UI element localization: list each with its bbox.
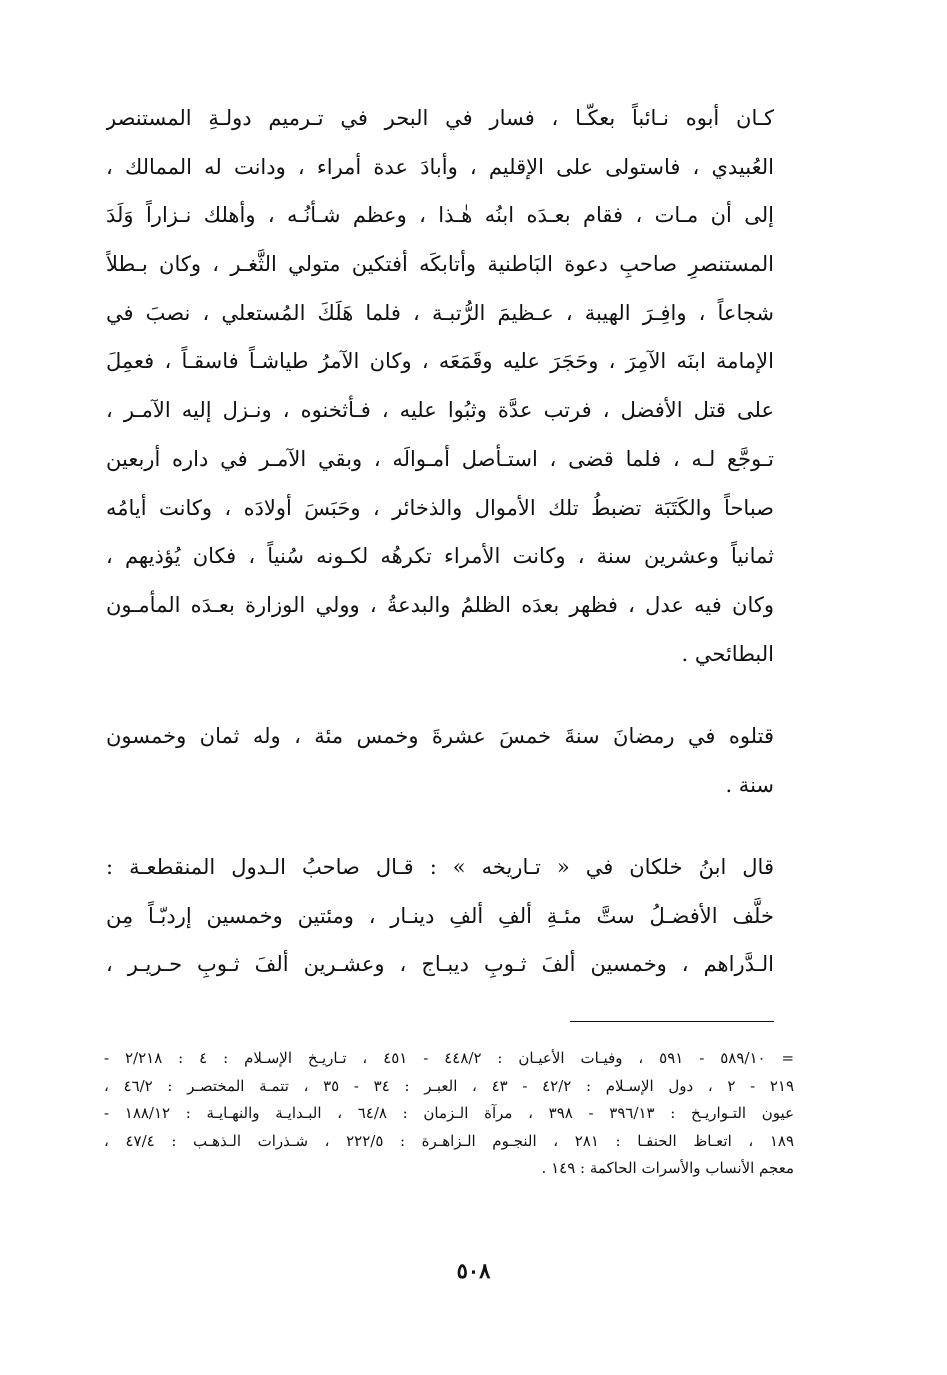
text-line: تـوجَّع لـه ، فلما قضى ، استـأصل أمـوالَه ، وبقي الآمـر في داره أربعين	[106, 446, 774, 471]
text-line: العُبيدي ، فاستولى على الإقليم ، وأبادَ عدة أمراء ، ودانت له الممالك ،	[106, 154, 774, 179]
text-line: كـان أبوه نـائباً بعكّـا ، فسار في البحر في تـرميم دولـةِ المستنصر	[106, 106, 774, 130]
text-line: المستنصرِ صاحبِ دعوة البَاطنية وأتابكَه أفتكين متولي الثَّغـر ، وكان بـطلاً	[106, 252, 774, 277]
footnote-line: ٢١٩ - ٢ ، دول الإسـلام : ٤٢/٢ - ٤٣ ، العبـر : ٣٤ - ٣٥ ، تتمـة المختصـر : ٤٦/٢ ،	[104, 1076, 794, 1095]
footnote-line: عيون التـواريـخ : ٣٩٦/١٣ - ٣٩٨ ، مرآة الـزمان : ٦٤/٨ ، البـدايـة والنهـايـة : ١٨٨/١٢ -	[104, 1104, 794, 1122]
text-line: سنة .	[725, 772, 774, 797]
text-line: على قتل الأفضل ، فرتب عدَّة وثبُوا عليه ، فـأثخنوه ، ونـزل إليه الآمـر ،	[106, 398, 774, 423]
page-number: ٥٠٨	[456, 1258, 491, 1283]
footnote-line: = ٥٨٩/١٠ - ٥٩١ ، وفيـات الأعيـان : ٤٤٨/٢ - ٤٥١ ، تـاريـخ الإسـلام : ٤ : ٢/٢١٨ -	[104, 1049, 794, 1067]
text-line: ثمانياً وعشرين سنة ، وكانت الأمراء تكرهُه لكـونه سُنياً ، فكان يُؤذيهم ،	[106, 544, 774, 569]
footnote-line: ١٨٩ ، اتعـاظ الحنفـا : ٢٨١ ، النجـوم الـزاهـرة : ٢٢٢/٥ ، شـذرات الـذهـب : ٤٧/٤ ،	[104, 1131, 794, 1150]
paragraph-2	[106, 712, 774, 809]
text-line: قال ابنُ خلكان في « تـاريخه » : قـال صاحبُ الـدول المنقطعـة :	[106, 855, 774, 879]
paragraph-3	[106, 843, 774, 989]
text-line: البطائحي .	[681, 641, 774, 666]
text-line: شجاعاً ، وافِـرَ الهيبة ، عـظيمَ الرُّتبـة ، فلما هَلَكَ المُستعلي ، نصبَ في	[106, 300, 774, 325]
text-line: صباحاً والكَتَبَة تضبطُ تلك الأموال والذخائر ، وحَبَسَ أولادَه ، وكانت أيامُه	[106, 495, 774, 520]
text-line: الـدَّراهم ، وخمسين ألفَ ثـوبِ ديبـاج ، وعشـرين ألفَ ثـوبِ حـريـر ،	[106, 952, 774, 977]
footnotes	[104, 1045, 794, 1183]
text-line: قتلوه في رمضانَ سنةَ خمسَ عشرةَ وخمس مئة ، وله ثمان وخمسون	[106, 724, 774, 748]
text-line: الإمامة ابنَه الآمِرَ ، وحَجَرَ عليه وقَمَعَه ، وكان الآمرُ طياشـاً فاسقـاً ، فعمِلَ	[106, 349, 774, 374]
text-line: خلَّف الأفضـلُ ستَّ مئـةِ ألفِ ألفِ دينـار ، ومئتين وخمسين إردبّـاً مِن	[106, 903, 774, 928]
footnote-line: معجم الأنساب والأسرات الحاكمة : ١٤٩ .	[541, 1159, 794, 1177]
text-line: إلى أن مـات ، فقام بعـدَه ابنُه هٰـذا ، وعظم شـأنُـه ، وأهلك نـزاراً وَلَدَ	[106, 203, 774, 228]
paragraph-1	[106, 94, 774, 678]
footnote-separator	[570, 1021, 774, 1022]
text-line: وكان فيه عدل ، فظهر بعدَه الظلمُ والبدعةُ ، وولي الوزارة بعـدَه المأمـون	[106, 592, 774, 617]
